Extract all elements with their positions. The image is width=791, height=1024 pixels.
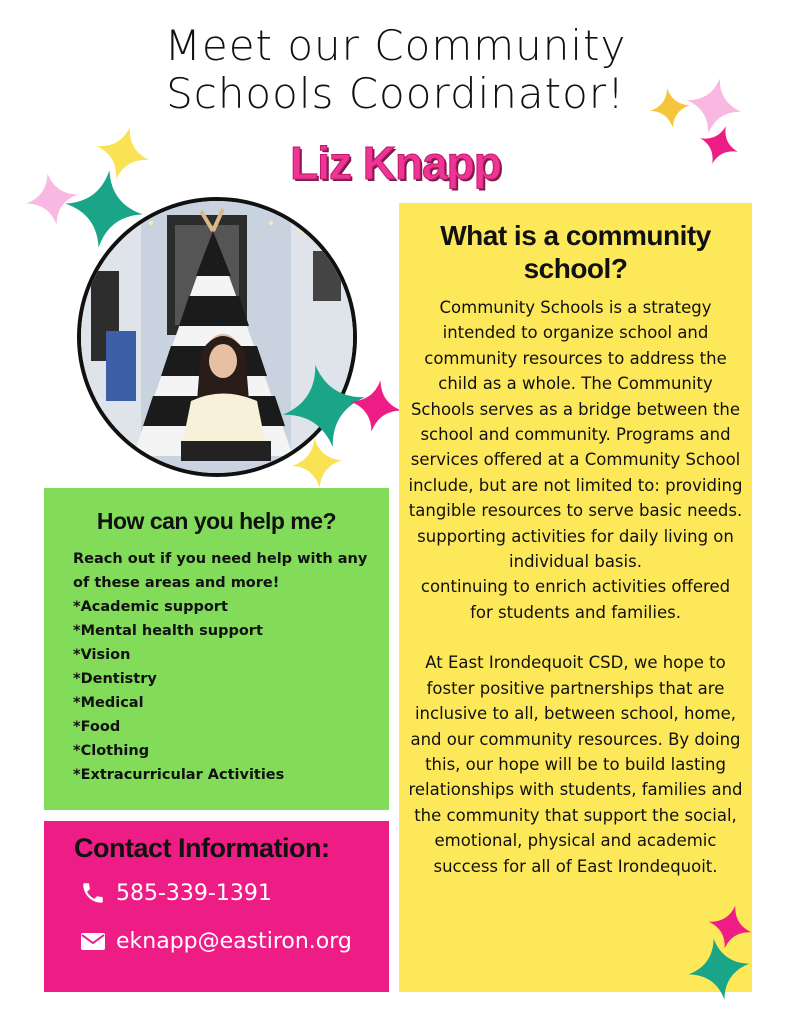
- phone-row[interactable]: [78, 878, 272, 908]
- phone-number[interactable]: 585-339-1391: [116, 880, 272, 906]
- contact-panel: [44, 821, 389, 992]
- title-line-1: Meet our Community: [164, 21, 627, 70]
- contact-heading: Contact Information:: [74, 833, 330, 863]
- list-item: *Clothing: [73, 743, 150, 759]
- about-heading: What is a community school?: [440, 220, 711, 284]
- list-item: *Dentistry: [73, 671, 157, 687]
- about-line: continuing to enrich activities offered for students and families.: [420, 577, 731, 622]
- list-item: *Mental health support: [73, 623, 263, 639]
- about-panel: [399, 203, 752, 992]
- list-item: *Vision: [73, 647, 131, 663]
- help-intro: Reach out if you need help with any of these areas and more!: [73, 551, 368, 591]
- star-icon: [650, 88, 690, 128]
- star-icon: [292, 438, 342, 488]
- email-row[interactable]: [78, 926, 352, 956]
- star-icon: [688, 938, 750, 1000]
- coordinator-name: Liz Knapp: [290, 137, 501, 189]
- help-heading: How can you help me?: [96, 508, 337, 534]
- email-address[interactable]: eknapp@eastiron.org: [116, 928, 352, 954]
- mail-icon: [78, 926, 108, 956]
- about-line: supporting activities for daily living on individual basis.: [417, 526, 734, 572]
- help-panel: [44, 488, 389, 810]
- about-body: [407, 295, 744, 879]
- list-item: *Extracurricular Activities: [73, 767, 285, 783]
- phone-icon: [78, 878, 108, 908]
- help-list: [44, 595, 389, 787]
- list-item: *Academic support: [73, 599, 228, 615]
- title-line-2: Schools Coordinator!: [166, 69, 625, 118]
- list-item: *Medical: [73, 695, 144, 711]
- list-item: *Food: [73, 719, 121, 735]
- about-paragraph: At East Irondequoit CSD, we hope to foster positive partnerships that are inclusive to all, between school, home, and our community resources. By doing this, our hope will be to build lasting relationships with students, families and the community that support the social, emotional, physical and academic success for all of East Irondequoit.: [408, 653, 743, 876]
- star-icon: [350, 380, 402, 432]
- star-icon: [699, 125, 739, 165]
- about-paragraph: Community Schools is a strategy intended to organize school and community resources to address the child as a whole. The Community Schools serves as a bridge between the school and community. Programs and services offered at a Community School include, but are not limited to: providing tangible resources to serve basic needs.: [408, 298, 743, 521]
